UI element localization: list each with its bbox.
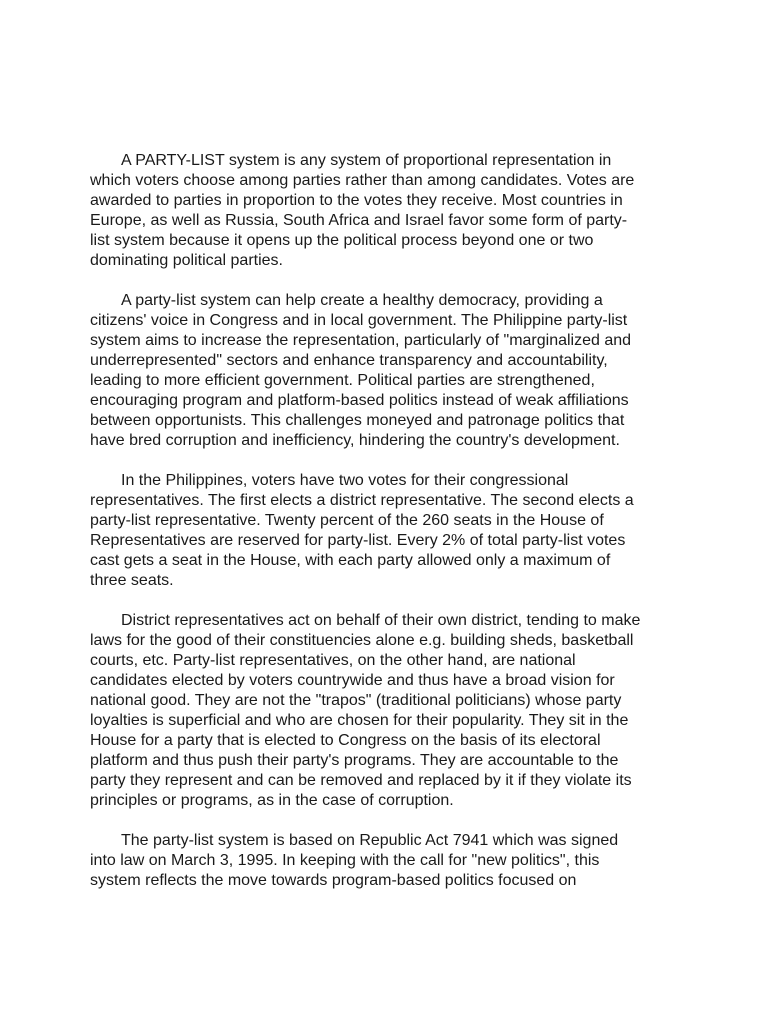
text-line: representatives. The first elects a district representative. The second elects a [90, 492, 634, 509]
text-line: encouraging program and platform-based politics instead of weak affiliations [90, 392, 629, 409]
text-line: system reflects the move towards program-based politics focused on [90, 872, 577, 889]
text-line: A party-list system can help create a healthy democracy, providing a [121, 292, 603, 309]
text-line: platform and thus push their party's programs. They are accountable to the [90, 752, 619, 769]
text-line: Representatives are reserved for party-list. Every 2% of total party-list votes [90, 532, 626, 549]
text-line: between opportunists. This challenges moneyed and patronage politics that [90, 412, 625, 429]
text-line: principles or programs, as in the case of corruption. [90, 792, 454, 809]
text-line: have bred corruption and inefficiency, hindering the country's development. [90, 432, 620, 449]
text-line: In the Philippines, voters have two votes for their congressional [121, 472, 569, 489]
text-line: which voters choose among parties rather than among candidates. Votes are [90, 172, 635, 189]
text-line: into law on March 3, 1995. In keeping with the call for "new politics", this [90, 852, 600, 869]
text-line: House for a party that is elected to Congress on the basis of its electoral [90, 732, 601, 749]
text-line: list system because it opens up the political process beyond one or two [90, 232, 594, 249]
paragraph-party-list-definition [90, 151, 690, 271]
text-line: awarded to parties in proportion to the votes they receive. Most countries in [90, 192, 623, 209]
text-line: cast gets a seat in the House, with each party allowed only a maximum of [90, 552, 611, 569]
text-line: Europe, as well as Russia, South Africa and Israel favor some form of party- [90, 212, 628, 229]
text-line: The party-list system is based on Republic Act 7941 which was signed [121, 832, 619, 849]
paragraph-district-representatives [90, 611, 690, 811]
text-line: party-list representative. Twenty percent of the 260 seats in the House of [90, 512, 604, 529]
paragraph-two-votes [90, 471, 690, 591]
text-line: citizens' voice in Congress and in local government. The Philippine party-list [90, 312, 628, 329]
text-line: national good. They are not the "trapos" (traditional politicians) whose party [90, 692, 622, 709]
document-body [90, 151, 690, 911]
text-line: underrepresented" sectors and enhance transparency and accountability, [90, 352, 608, 369]
text-line: party they represent and can be removed and replaced by it if they violate its [90, 772, 632, 789]
text-line: system aims to increase the representation, particularly of "marginalized and [90, 332, 632, 349]
text-line: dominating political parties. [90, 252, 283, 269]
text-line: three seats. [90, 572, 174, 589]
text-line: laws for the good of their constituencies alone e.g. building sheds, basketball [90, 632, 634, 649]
text-line: loyalties is superficial and who are chosen for their popularity. They sit in the [90, 712, 629, 729]
text-line: courts, etc. Party-list representatives, on the other hand, are national [90, 652, 576, 669]
text-line: leading to more efficient government. Political parties are strengthened, [90, 372, 595, 389]
text-line: District representatives act on behalf of their own district, tending to make [121, 612, 641, 629]
paragraph-healthy-democracy [90, 291, 690, 451]
text-line: A PARTY-LIST system is any system of proportional representation in [121, 152, 612, 169]
paragraph-republic-act [90, 831, 690, 891]
text-line: candidates elected by voters countrywide and thus have a broad vision for [90, 672, 615, 689]
